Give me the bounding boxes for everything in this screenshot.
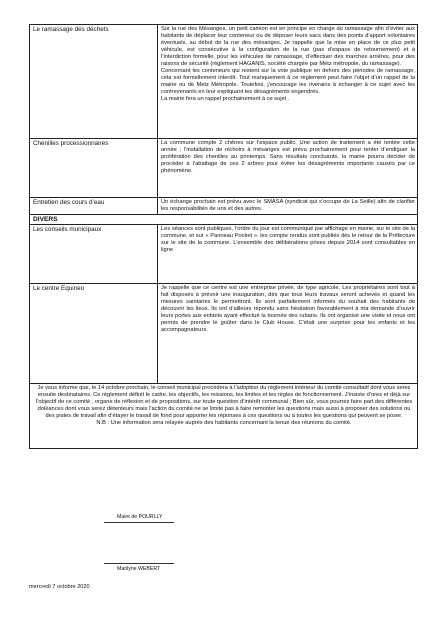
table-row xyxy=(30,284,418,384)
minutes-table xyxy=(29,24,418,449)
secretary-signature-label: Marilyne WEBERT xyxy=(117,566,161,572)
minutes-page xyxy=(29,24,417,449)
mayor-signature-label: Maire de POURLLY xyxy=(117,514,163,520)
closing-row xyxy=(30,384,418,449)
content-paragraph: Les séances sont publiques, l’ordre du jour est communiqué par affichage en mairie, sur le site de la commune, et sur « Panneau Pocket ». les compte rendus sont publiés dès le retour de la Préfecture sur le site de la commune. L’ensemble des délibérations prises depuis 2014 sont consultables en ligne xyxy=(161,226,415,254)
closing-note: N.B : Une information sera relayée auprès des habitants concernant la tenue des réunions du comité. xyxy=(96,420,352,427)
row-content xyxy=(158,284,418,384)
content-paragraph: Sur la rue des Mésanges, un petit camion est en principe en charge du ramassage afin d’éviter aux habitants de déplacer leur conteneur ou de déposer leurs sacs dans des points d’apport volontaires éventuels, au début de la rue des mésanges. Je rappelle que la mise en place de ce plus petit véhicule, est consécutive à la configuration de la rue (pas d’espace de retournement) et à l’interdiction formelle, pour les véhicules de ramassage, d’effectuer des marches arrières, pour des raisons de sécurité (règlement HAGANIS, société chargée par Metz métropole, du ramassage). xyxy=(161,26,415,68)
row-subject: Le ramassage des déchets xyxy=(30,25,158,139)
document-date: mercredi 7 octobre 2020 xyxy=(29,584,90,590)
row-content xyxy=(158,198,418,215)
row-content xyxy=(158,25,418,139)
section-row xyxy=(30,215,418,225)
row-content xyxy=(158,225,418,284)
table-row xyxy=(30,225,418,284)
table-row xyxy=(30,198,418,215)
row-subject: Les conseils municipaux xyxy=(30,225,158,284)
row-subject: Chenilles processionnaires xyxy=(30,139,158,198)
closing-paragraph: Je vous informe que, le 14 octobre prochain, le conseil municipal procèdera à l’adoption du règlement intérieur du comité consultatif dont vous serez ensuite destinataires. Ce règlement définit le cadre, les objectifs, les missions, les limites et les règles de fonctionnement. J’insiste d’ores et déjà sur l’objectif de ce comité , organe de réflexion et de propositions, sur toute question d’intérêt communal ; Bien sûr, vous pourrez faire part des différentes doléances dont vous serez détenteurs mais l’action du comité ne se limite pas à faire remonter les questions mais aussi à proposer des solutions ou des pistes de travail afin d’étayer le travail de fond pour apporter les réponses à ces questions ou à toutes les questions qui peuvent se poser. xyxy=(35,385,413,420)
row-content xyxy=(158,139,418,198)
content-paragraph: La mairie fera un rappel prochainement à ce sujet . xyxy=(161,96,290,103)
content-paragraph: Concernant les conteneurs qui restent sur la voie publique en dehors des périodes de ramassage, cela est formellement interdit. Tout manquement à ce règlement peut faire l’objet d’un rappel de la mairie ou de Metz Métropole. Toutefois, j’encourage les riverains à échanger à ce sujet avec les contrevenants en leur expliquant les désagréments engendrés. xyxy=(161,68,415,96)
mayor-signature-line xyxy=(104,522,174,523)
row-subject: Le centre Equineo xyxy=(30,284,158,384)
content-paragraph: Je rappelle que ce centre est une entreprise privée, de type agricole. Les propriétaires sont tout à fait disposés à prévoir une inauguration, dès que tous leurs travaux seront achevés et quand les mesures sanitaires le permettront. Ils sont parfaitement informés du souhait des habitants de découvrir les lieux. Ils ont d’ailleurs répondu sans hésitation favorablement à ma demande d’ouvrir leurs portes aux enfants ayant effectué la tournée des rubans. Ils ont organisé une visite et nous ont permis de prendre le goûter dans le Club House. C’était une surprise pour les enfants et les accompagnateurs. xyxy=(161,285,415,334)
section-heading: DIVERS xyxy=(30,215,418,225)
table-row xyxy=(30,25,418,139)
closing-statement xyxy=(30,384,418,449)
content-paragraph: La commune compte 2 chênes sur l’espace public. Une action de traitement a été tentée cette année ; l’installation de nichoirs à mésanges est prévu prochainement pour tenter d’endiguer la prolifération des chenilles au printemps. Sans résultats concluants, la mairie pourra décider de procéder à l’abattage de ces 2 arbres pour éviter les désagréments importants causés par ce phénomène. xyxy=(161,140,415,175)
content-paragraph: Un échange prochain est prévu avec le SMASA (syndicat qui s’occupe de La Seille) afin de clarifier les responsabilités de uns et des autres. xyxy=(161,199,415,213)
table-row xyxy=(30,139,418,198)
row-subject: Entretien des cours d’eau xyxy=(30,198,158,215)
secretary-signature-line xyxy=(104,563,174,564)
